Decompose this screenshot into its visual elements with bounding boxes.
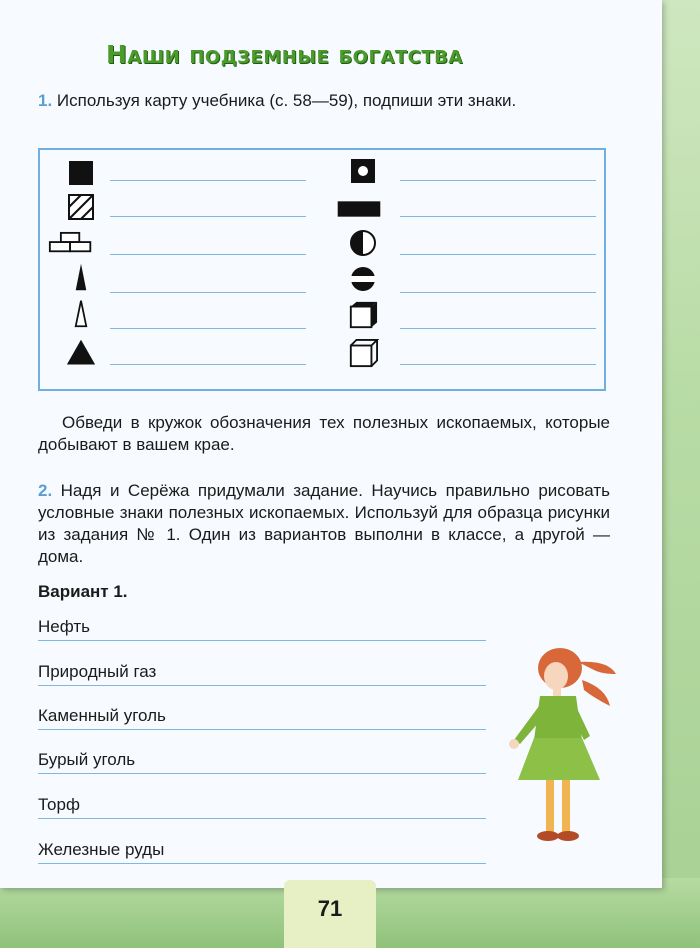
task1-text: Используя карту учебника (с. 58—59), подпиши эти знаки. [56,91,517,110]
field-label-natural-gas: Природный газ [38,662,157,681]
field-label-oil: Нефть [38,617,90,636]
bricks-icon [48,228,94,258]
girl-illustration [498,640,628,860]
answer-line[interactable] [400,292,596,293]
answer-line[interactable] [110,328,306,329]
answer-line-peat[interactable] [38,818,486,819]
answer-line-oil[interactable] [38,640,486,641]
answer-line[interactable] [110,254,306,255]
task2-text: Надя и Серёжа придумали задание. Научись правильно рисовать условные знаки полезных ископаемых. Используй для образца рисунки из задания № 1. Один из вариантов выполни в классе, а другой — дома. [38,481,610,566]
variant-label: Вариант 1. [38,582,128,601]
answer-line[interactable] [400,216,596,217]
half-circle-icon [340,228,386,258]
field-label-brown-coal: Бурый уголь [38,750,136,769]
task1-instruction [38,90,610,112]
task1-note: Обведи в кружок обозначения тех полезных ископаемых, которые добывают в вашем крае. [38,413,610,454]
field-label-iron-ore: Железные руды [38,840,165,859]
answer-line-coal[interactable] [38,729,486,730]
page-number: 71 [317,896,343,921]
task2-instruction [38,480,610,568]
answer-line[interactable] [400,180,596,181]
answer-line-iron-ore[interactable] [38,863,486,864]
filled-square-icon [58,158,104,188]
answer-line[interactable] [110,364,306,365]
answer-line-brown-coal[interactable] [38,773,486,774]
hatched-square-icon [58,192,104,222]
square-with-dot-icon [340,156,386,186]
answer-line[interactable] [110,292,306,293]
task1-number: 1. [38,91,53,110]
answer-line-natural-gas[interactable] [38,685,486,686]
answer-line[interactable] [110,216,306,217]
answer-line[interactable] [110,180,306,181]
answer-line[interactable] [400,328,596,329]
answer-line[interactable] [400,364,596,365]
field-label-coal: Каменный уголь [38,706,166,725]
open-cube-icon [340,300,386,330]
circle-with-stripe-icon [340,264,386,294]
page-number-tab [284,880,376,948]
white-tall-triangle-icon [58,298,104,328]
black-triangle-icon [58,338,104,368]
field-label-peat: Торф [38,795,80,814]
black-tall-triangle-icon [58,262,104,292]
task2-number: 2. [38,481,53,500]
answer-line[interactable] [400,254,596,255]
cube-icon [340,338,386,368]
page-title: Наши подземные богатства [106,40,463,69]
black-bar-icon [336,194,382,224]
symbols-frame [38,148,606,391]
